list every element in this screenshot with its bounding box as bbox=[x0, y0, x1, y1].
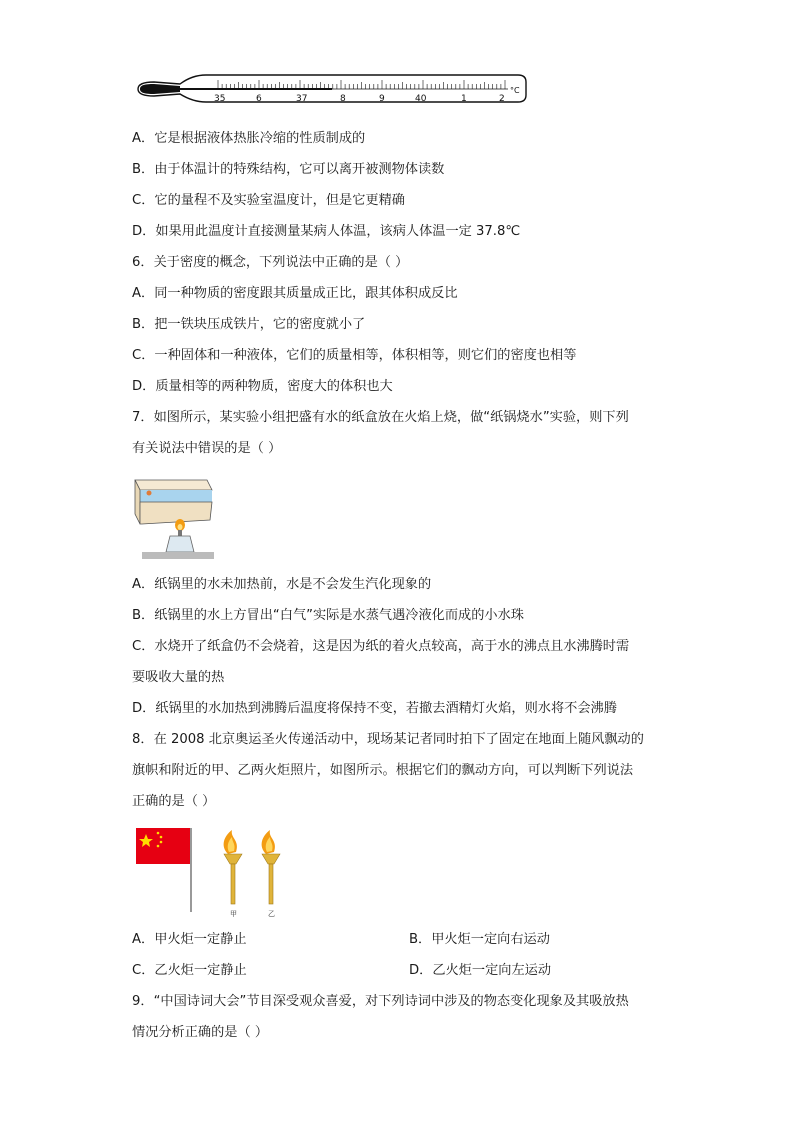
q8-option-b: B．甲火炬一定向右运动 bbox=[409, 932, 550, 947]
q7-option-b: B．纸锅里的水上方冒出“白气”实际是水蒸气遇冷液化而成的小水珠 bbox=[132, 608, 524, 623]
q8-stem-line3: 正确的是（ ） bbox=[132, 794, 216, 809]
thermometer-figure bbox=[132, 70, 530, 106]
tick-label: 37 bbox=[296, 94, 308, 104]
paper-pot-figure bbox=[132, 470, 214, 564]
q9-stem-line1: 9．“中国诗词大会”节目深受观众喜爱，对下列诗词中涉及的物态变化现象及其吸放热 bbox=[132, 994, 629, 1009]
q7-option-a: A．纸锅里的水未加热前，水是不会发生汽化现象的 bbox=[132, 577, 432, 592]
q8-stem-line2: 旗帜和附近的甲、乙两火炬照片，如图所示。根据它们的飘动方向，可以判断下列说法 bbox=[132, 763, 634, 778]
q9-stem-line2: 情况分析正确的是（ ） bbox=[132, 1025, 269, 1040]
q5-option-d: D．如果用此温度计直接测量某病人体温，该病人体温一定 37.8℃ bbox=[132, 224, 521, 239]
q7-option-c-line1: C．水烧开了纸盒仍不会烧着，这是因为纸的着火点较高，高于水的沸点且水沸腾时需 bbox=[132, 639, 630, 654]
unit-label: °C bbox=[510, 86, 520, 95]
q8-option-d: D．乙火炬一定向左运动 bbox=[409, 963, 552, 978]
q8-option-c: C．乙火炬一定静止 bbox=[132, 963, 247, 978]
q5-option-c: C．它的量程不及实验室温度计，但是它更精确 bbox=[132, 193, 405, 208]
flag-torch-figure bbox=[132, 826, 292, 920]
q6-option-d: D．质量相等的两种物质，密度大的体积也大 bbox=[132, 379, 393, 394]
tick-label: 35 bbox=[214, 94, 226, 104]
q7-option-d: D．纸锅里的水加热到沸腾后温度将保持不变，若撤去酒精灯火焰，则水将不会沸腾 bbox=[132, 701, 617, 716]
q6-stem: 6．关于密度的概念，下列说法中正确的是（ ） bbox=[132, 255, 409, 270]
q5-option-b: B．由于体温计的特殊结构，它可以离开被测物体读数 bbox=[132, 162, 445, 177]
torch-jia bbox=[224, 830, 242, 904]
tick-label: 40 bbox=[415, 94, 427, 104]
torch-yi bbox=[262, 830, 280, 904]
q6-option-b: B．把一铁块压成铁片，它的密度就小了 bbox=[132, 317, 366, 332]
torch-label-yi: 乙 bbox=[268, 910, 275, 918]
tick-label: 9 bbox=[379, 94, 385, 104]
q6-option-a: A．同一种物质的密度跟其质量成正比，跟其体积成反比 bbox=[132, 286, 458, 301]
tick-label: 2 bbox=[499, 94, 505, 104]
q7-stem-line2: 有关说法中错误的是（ ） bbox=[132, 441, 282, 456]
q8-option-a: A．甲火炬一定静止 bbox=[132, 932, 247, 947]
q7-stem-line1: 7．如图所示，某实验小组把盛有水的纸盒放在火焰上烧，做“纸锅烧水”实验，则下列 bbox=[132, 410, 629, 425]
q7-option-c-line2: 要吸收大量的热 bbox=[132, 670, 225, 685]
torch-label-jia: 甲 bbox=[230, 910, 237, 918]
tick-label: 6 bbox=[256, 94, 262, 104]
q6-option-c: C．一种固体和一种液体，它们的质量相等，体积相等，则它们的密度也相等 bbox=[132, 348, 577, 363]
tick-label: 1 bbox=[461, 94, 467, 104]
tick-label: 8 bbox=[340, 94, 346, 104]
q8-stem-line1: 8．在 2008 北京奥运圣火传递活动中，现场某记者同时拍下了固定在地面上随风飘动的 bbox=[132, 732, 644, 747]
q5-option-a: A．它是根据液体热胀冷缩的性质制成的 bbox=[132, 131, 366, 146]
